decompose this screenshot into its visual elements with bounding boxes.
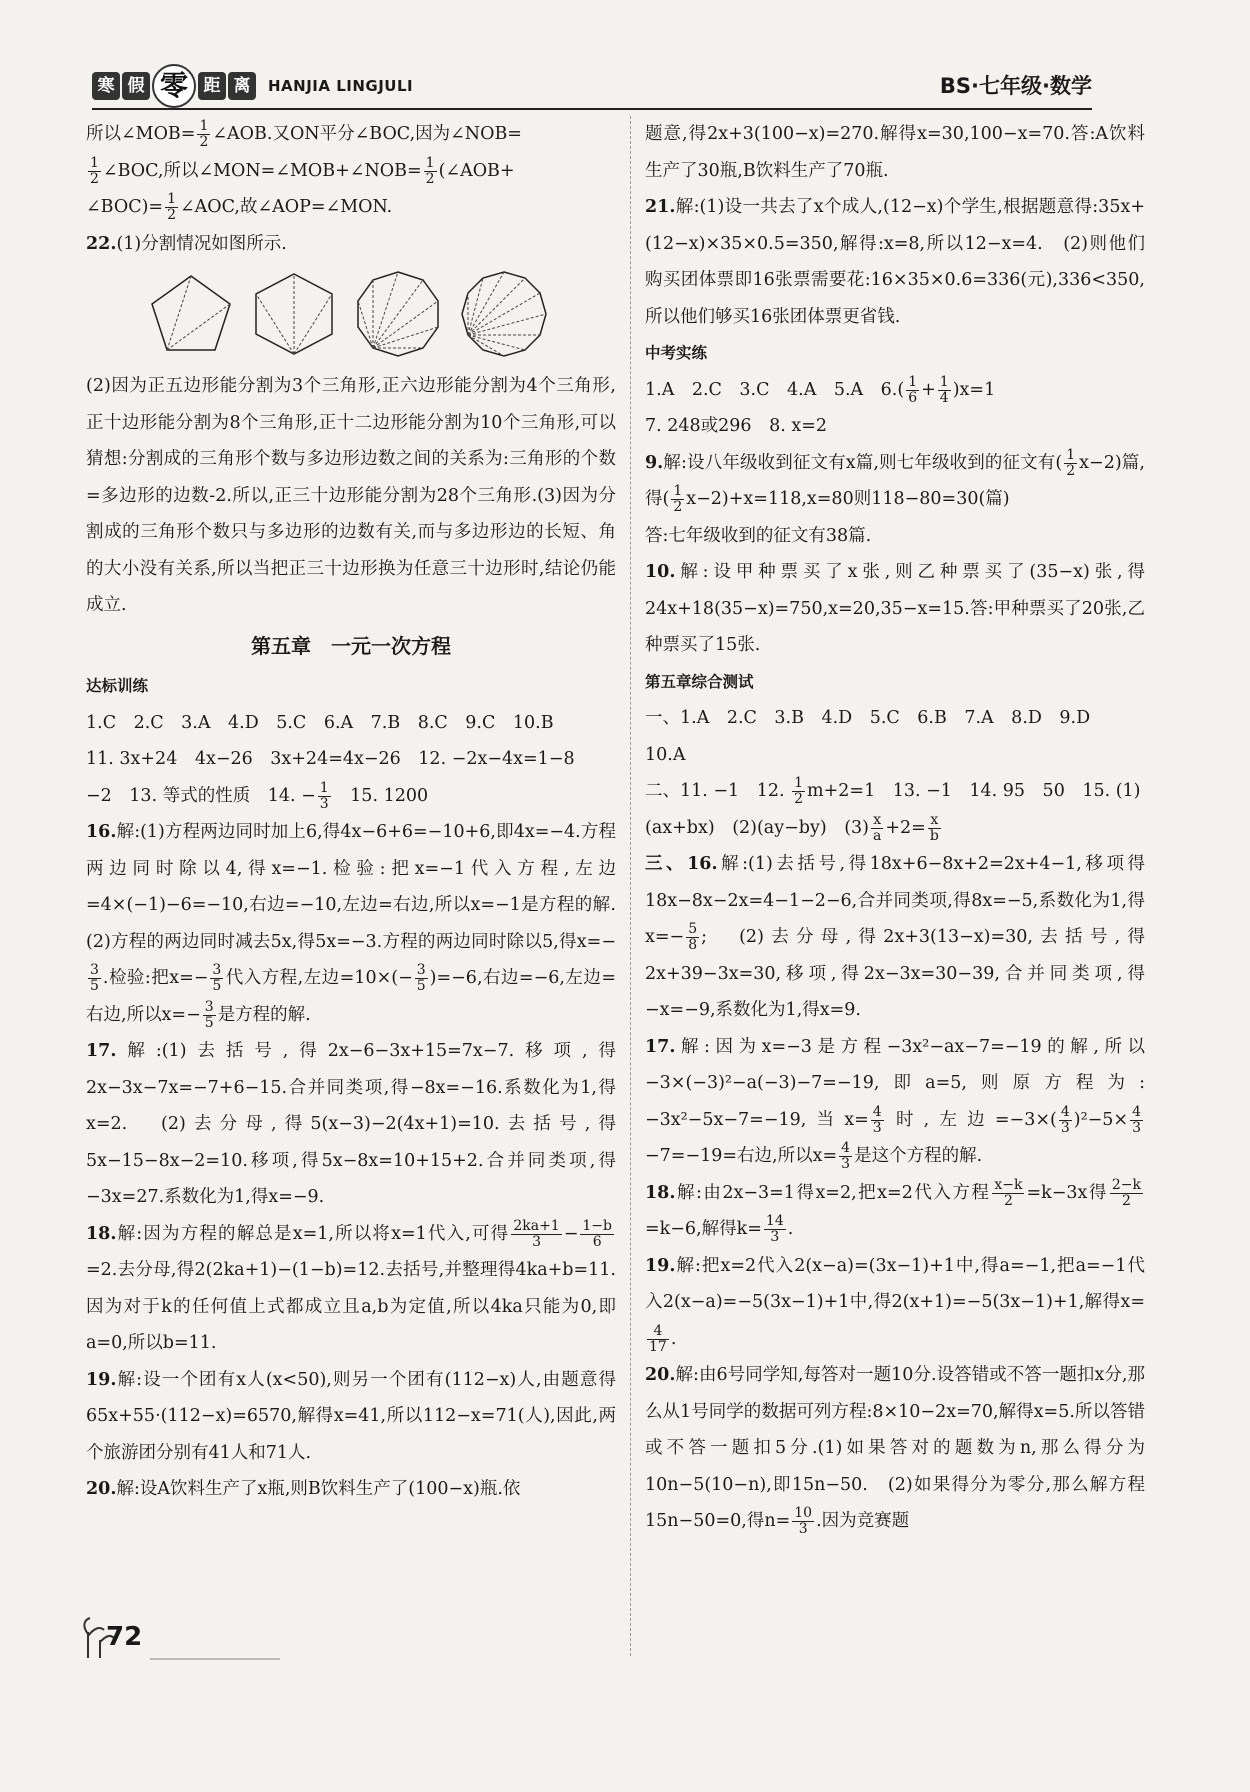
answer-q22: 22.(1)分割情况如图所示. (86, 233, 287, 254)
answer-q20: 20.解:设A饮料生产了x瓶,则B饮料生产了(100−x)瓶.依 (86, 1479, 521, 1499)
fraction: $\frac{4}{3}$ (841, 1140, 851, 1172)
fraction: $\frac{1}{2}$ (425, 154, 435, 187)
fraction: $\frac{4}{17}$ (649, 1322, 667, 1355)
pentagon-figure (146, 268, 236, 358)
fill-answers: 二、11. −1 12. $\frac{1}{2}$ m+2=1 13. −1 14. 95 50 15. (1) (645, 775, 1141, 807)
answer-q16: 16.解:(1)方程两边同时加上6,得4x−6+6=−10+6,即4x=−4.方程两边同时除以4,得x=−1.检验:把x=−1代入方程,左边=4×(−1)−6=−10,右边=−10,左边=右边,所以x=−1是方程的解. (2)方程的两边同时减去5x,得5x=−3.方程的两边同时除以5,得x=− $\frac{3}{5}$ .检验:把x=− $\frac{3}{5}$ 代入方程,左边=10×(− $\frac{3}{5}$ )=−6,右边=−6,左边=右边,所以x=− $\frac{3}{5}$ 是方程的解. (86, 822, 634, 1031)
fraction: $\frac{3}{5}$ (416, 962, 426, 994)
column-divider (630, 116, 631, 1656)
choice-answers: 10.A (645, 744, 686, 765)
answer-q16: 三、16.解:(1)去括号,得18x+6−8x+2=2x+4−1,移项得18x−8x−2x=4−1−2−6,合并同类项,得8x=−5,系数化为1,得x=− $\frac{5}{8}$ ; (2)去分母,得2x+3(13−x)=30,去括号,得2x+39−3x=30,移项,得2x−3x=30−39,合并同类项,得−x=−9,系数化为1,得x=9. (645, 854, 1146, 1020)
fraction: $\frac{1}{2}$ (673, 483, 683, 515)
footer-rule (150, 1658, 280, 1660)
answer-q18: 18.解:因为方程的解总是x=1,所以将x=1代入,可得 $\frac{2ka+1}{3}$ − $\frac{1-b}{6}$ =2.去分母,得2(2ka+1)−(1−b)=12.去括号,并整理得4ka+b=11.因为对于k的任何值上式都成立且a,b为定值,所以4ka只能为0,即a=0,所以b=11. (86, 1217, 616, 1353)
hexagon-figure (248, 268, 340, 360)
fraction: $\frac{x}{a}$ (873, 811, 882, 844)
fraction: $\frac{14}{3}$ (765, 1213, 784, 1245)
fraction: $\frac{3}{5}$ (212, 962, 222, 994)
fraction: $\frac{2ka+1}{3}$ (513, 1217, 560, 1250)
logo-tile: 寒 (92, 72, 120, 100)
section-heading: 达标训练 (86, 677, 149, 695)
answer-q10: 10.解:设甲种票买了x张,则乙种票买了(35−x)张,得24x+18(35−x)=750,x=20,35−x=15.答:甲种票买了20张,乙种票买了15张. (645, 562, 1145, 655)
fraction: $\frac{3}{5}$ (204, 998, 214, 1031)
answer-q9-conclusion: 答:七年级收到的征文有38篇. (645, 525, 872, 546)
fill-answers: 7. 248或296 8. x=2 (645, 416, 827, 436)
answer-line: ∠BOC)= $\frac{1}{2}$ ∠AOC,故∠AOP=∠MON. (86, 191, 393, 223)
answer-q18: 18.解:由2x−3=1得x=2,把x=2代入方程 $\frac{x-k}{2}$ =k−3x得 $\frac{2-k}{2}$ =k−6,解得k= $\frac{14}{3}$ . (645, 1176, 1142, 1245)
fraction: $\frac{1-b}{6}$ (582, 1217, 612, 1250)
logo-tile: 距 (198, 72, 226, 100)
logo-latin-text: HANJIA LINGJULI (268, 77, 414, 95)
fraction: $\frac{5}{8}$ (688, 921, 698, 953)
fraction: $\frac{4}{3}$ (1060, 1103, 1070, 1136)
answer-line: 所以∠MOB= $\frac{1}{2}$ ∠AOB.又ON平分∠BOC,因为∠NOB= (86, 118, 522, 150)
fraction: $\frac{3}{5}$ (90, 962, 99, 994)
fraction: $\frac{x-k}{2}$ (994, 1176, 1023, 1209)
answer-q17: 17.解:(1)去括号,得2x−6−3x+15=7x−7.移项,得2x−3x−7x=−7+6−15.合并同类项,得−8x=−16.系数化为1,得x=2. (2)去分母,得5(x−3)−2(4x+1)=10.去括号,得5x−15−8x−2=10.移项,得5x−8x=10+15+2.合并同类项,得−3x=27.系数化为1,得x=−9. (86, 1041, 616, 1207)
page-header (92, 66, 1092, 110)
answer-q19: 19.解:设一个团有x人(x<50),则另一个团有(112−x)人,由题意得65x+55·(112−x)=6570,解得x=41,所以112−x=71(人),因此,两个旅游团分别有41人和71人. (86, 1369, 616, 1463)
answer-q21: 21.解:(1)设一共去了x个成人,(12−x)个学生,根据题意得:35x+(12−x)×35×0.5=350,解得:x=8,所以12−x=4. (2)则他们购买团体票即16张票需要花:16×35×0.6=336(元),336<350,所以他们够买16张团体票更省钱. (645, 197, 1145, 327)
choice-answers: 1.C 2.C 3.A 4.D 5.C 6.A 7.B 8.C 9.C 10.B (86, 712, 554, 733)
logo-tile: 离 (228, 72, 256, 100)
logo-tile: 零 (152, 64, 196, 108)
page-number: 72 (106, 1622, 143, 1652)
answer-q17: 17.解:因为x=−3是方程−3x²−ax−7=−19的解,所以−3×(−3)²−a(−3)−7=−19,即a=5,则原方程为:−3x²−5x−7=−19,当x= $\frac{4}{3}$ 时,左边=−3×( $\frac{4}{3}$ )²−5× $\frac{4}{3}$ −7=−19=右边,所以x= $\frac{4}{3}$ 是这个方程的解. (645, 1036, 1145, 1172)
answer-q22-part2: (2)因为正五边形能分割为3个三角形,正六边形能分割为4个三角形,正十边形能分割为8个三角形,正十二边形能分割为10个三角形,可以猜想:分割成的三角形个数与多边形边数之间的关系为:三角形的个数=多边形的边数-2.所以,正三十边形能分割为28个三角形.(3)因为分割成的三角形个数只与多边形的边数有关,而与多边形边的长短、角的大小没有关系,所以当把正三十边形换为任意三十边形时,结论仍能成立. (86, 376, 616, 615)
answer-q9: 9.解:设八年级收到征文有x篇,则七年级收到的征文有( $\frac{1}{2}$ x−2)篇,得( $\frac{1}{2}$ x−2)+x=118,x=80则118−80=30(篇) (645, 446, 1145, 515)
choice-answers: 一、1.A 2.C 3.B 4.D 5.C 6.B 7.A 8.D 9.D (645, 708, 1091, 728)
decagon-figure (352, 268, 444, 360)
fraction: $\frac{1}{2}$ (90, 154, 99, 187)
dodecagon-figure (458, 268, 550, 360)
logo-tile: 假 (122, 72, 150, 100)
fraction: $\frac{x}{b}$ (929, 811, 939, 844)
fraction: $\frac{1}{6}$ (908, 373, 918, 406)
fill-answers: 11. 3x+24 4x−26 3x+24=4x−26 12. −2x−4x=1−8 (86, 749, 575, 769)
fraction: $\frac{1}{2}$ (1066, 446, 1076, 479)
fraction: $\frac{1}{2}$ (794, 775, 804, 807)
fill-answers: (ax+bx) (2)(ay−by) (3) $\frac{x}{a}$ +2= $\frac{x}{b}$ (645, 811, 939, 844)
fill-answers: −2 13. 等式的性质 14. − $\frac{1}{3}$ 15. 1200 (86, 779, 429, 812)
choice-answers: 1.A 2.C 3.C 4.A 5.A 6.( $\frac{1}{6}$ + $\frac{1}{4}$ )x=1 (645, 373, 996, 406)
polygon-division-figures (86, 268, 616, 364)
fraction: $\frac{1}{4}$ (939, 373, 949, 406)
grade-subject-label: BS·七年级·数学 (939, 74, 1092, 98)
answer-q20-cont: 题意,得2x+3(100−x)=270.解得x=30,100−x=70.答:A饮料生产了30瓶,B饮料生产了70瓶. (645, 124, 1145, 181)
fraction: $\frac{1}{2}$ (199, 118, 209, 150)
fraction: $\frac{1}{3}$ (319, 779, 329, 812)
answer-q20: 20.解:由6号同学知,每答对一题10分.设答错或不答一题扣x分,那么从1号同学的数据可列方程:8×10−2x=70,解得x=5.所以答错或不答一题扣5分.(1)如果答对的题数为n,那么得分为10n−5(10−n),即15n−50. (2)如果得分为零分,那么解方程15n−50=0,得n= $\frac{10}{3}$ .因为竞赛题 (645, 1365, 1145, 1537)
left-column (86, 116, 634, 1508)
answer-line: $\frac{1}{2}$ ∠BOC,所以∠MON=∠MOB+∠NOB= $\frac{1}{2}$ (∠AOB+ (90, 154, 515, 187)
section-heading: 中考实练 (645, 344, 708, 362)
right-column (645, 116, 1145, 1540)
fraction: $\frac{10}{3}$ (794, 1505, 813, 1537)
answer-q19: 19.解:把x=2代入2(x−a)=(3x−1)+1中,得a=−1,把a=−1代入2(x−a)=−5(3x−1)+1中,得2(x+1)=−5(3x−1)+1,解得x= $\frac{4}{17}$ . (645, 1255, 1145, 1355)
series-logo (92, 66, 413, 106)
fraction: $\frac{2-k}{2}$ (1111, 1176, 1142, 1209)
fraction: $\frac{4}{3}$ (1132, 1103, 1142, 1136)
fraction: $\frac{4}{3}$ (872, 1103, 882, 1136)
section-heading: 第五章综合测试 (645, 672, 754, 691)
chapter-title: 第五章 一元一次方程 (251, 633, 451, 658)
fraction: $\frac{1}{2}$ (167, 191, 176, 223)
